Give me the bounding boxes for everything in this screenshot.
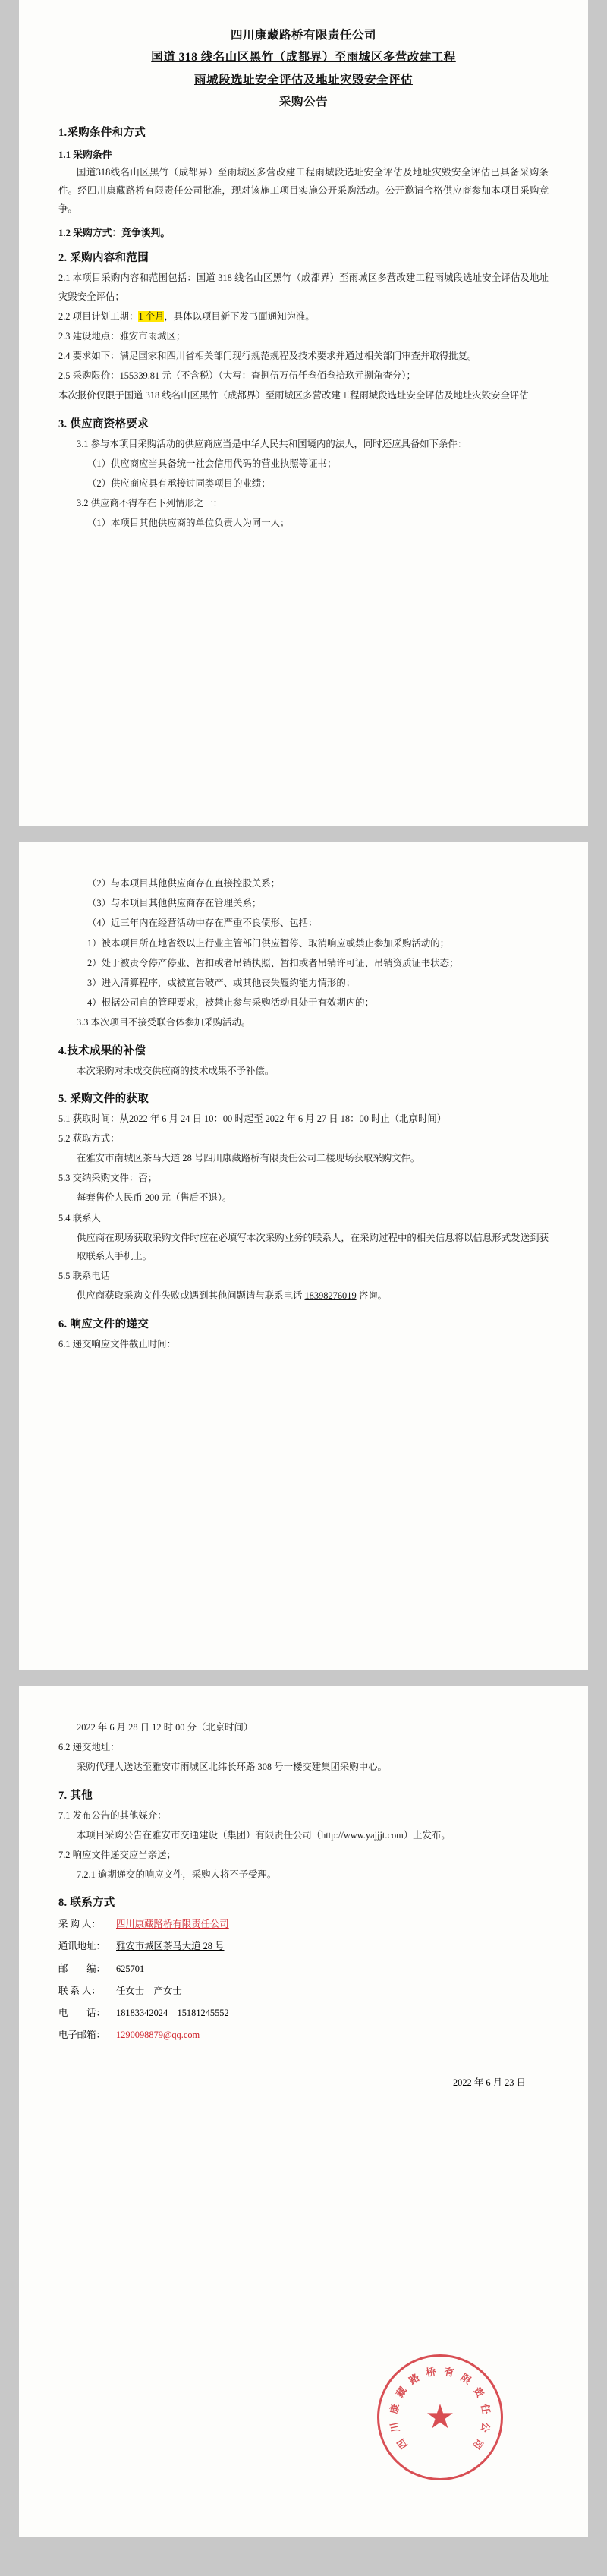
- publish-url-link[interactable]: http://www.yajjjt.com: [321, 1829, 404, 1841]
- section-3-heading: 3. 供应商资格要求: [58, 417, 149, 430]
- company-seal: [377, 2354, 503, 2480]
- section-5-heading: 5. 采购文件的获取: [58, 1092, 149, 1105]
- contact-value-purchaser: 四川康藏路桥有限责任公司: [116, 1919, 229, 1930]
- section-5-1-prefix: 5.1 获取时间：从: [58, 1113, 129, 1124]
- section-7-heading: 7. 其他: [58, 1789, 93, 1802]
- section-6-1-text: 6.1 递交响应文件截止时间：: [58, 1338, 176, 1349]
- section-3-1-1-text: （1）供应商应当具备统一社会信用代码的营业执照等证书；: [87, 458, 337, 469]
- section-1-1-heading: 1.1 采购条件: [58, 149, 112, 160]
- section-2-2-text: [58, 307, 549, 326]
- section-1-2-heading: 1.2 采购方式：竞争谈判。: [58, 228, 171, 239]
- contact-label-phone: 电 话：: [58, 2007, 105, 2018]
- section-3-2-3-text: （3）与本项目其他供应商存在管理关系；: [87, 898, 262, 909]
- contact-value-postcode: 625701: [116, 1963, 145, 1974]
- section-5-5-suffix: 咨询。: [356, 1290, 387, 1302]
- contact-value-email: 1290098879@qq.com: [116, 2030, 200, 2041]
- seal-character: 限: [458, 2371, 473, 2387]
- seal-character: 康: [388, 2403, 401, 2415]
- document-title-block: [58, 24, 549, 114]
- section-5-5-text: [58, 1286, 549, 1305]
- seal-character: 四: [395, 2436, 410, 2452]
- contact-row: [58, 1958, 549, 1980]
- seal-character: 责: [471, 2385, 486, 2400]
- section-2-heading: 2. 采购内容和范围: [58, 252, 149, 265]
- section-7-1-text: [58, 1826, 549, 1844]
- section-2-3-text: 2.3 建设地点：雅安市雨城区；: [58, 330, 186, 342]
- section-7-1-heading: 7.1 发布公告的其他媒介：: [58, 1809, 167, 1821]
- contact-label-person: 联 系 人：: [58, 1985, 101, 1996]
- page-2: [19, 842, 588, 1670]
- document-type-title: 采购公告: [278, 96, 328, 109]
- seal-character: 藏: [394, 2385, 409, 2400]
- section-2-4-text: 2.4 要求如下：满足国家和四川省相关部门现行规范规程及技术要求并通过相关部门审查并取得批复。: [58, 351, 477, 362]
- section-3-1-2-text: （2）供应商应具有承接过同类项目的业绩；: [87, 478, 271, 489]
- section-3-2-4-b-text: 2）处于被责令停产停业、暂扣或者吊销执照、暂扣或者吊销许可证、吊销资质证书状态；: [87, 957, 459, 968]
- page-1: [19, 0, 588, 826]
- section-5-4-heading: 5.4 联系人: [58, 1212, 101, 1223]
- contact-value-person: 任女士 产女士: [116, 1985, 182, 1996]
- section-1-heading: 1.采购条件和方式: [58, 126, 146, 139]
- section-5-2-text: 在雅安市南城区茶马大道 28 号四川康藏路桥有限责任公司二楼现场获取采购文件。: [77, 1153, 420, 1164]
- seal-character: 桥: [425, 2365, 437, 2379]
- section-7-1-prefix: 本项目采购公告在雅安市交通建设（集团）有限责任公司（: [77, 1829, 322, 1841]
- section-6-heading: 6. 响应文件的递交: [58, 1318, 149, 1331]
- contact-label-purchaser: 采 购 人：: [58, 1919, 101, 1930]
- section-3-2-4-a-text: 1）被本项目所在地省级以上行业主管部门供应暂停、取消响应或禁止参加采购活动的；: [87, 937, 450, 949]
- section-5-1-text: [58, 1110, 549, 1128]
- section-2-5-text-b: 本次报价仅限于国道 318 线名山区黑竹（成都界）至雨城区多营改建工程雨城段选址安全评估及地址灾毁安全评估: [58, 390, 529, 402]
- section-4-heading: 4.技术成果的补偿: [58, 1044, 146, 1057]
- seal-character: 公: [478, 2421, 492, 2433]
- seal-star-icon: ★: [425, 2398, 455, 2436]
- page-3: [19, 1686, 588, 2537]
- section-1-1-text: 国道318线名山区黑竹（成都界）至雨城区多营改建工程雨城段选址安全评估及地址灾毁安全评估已具备采购条件。经四川康藏路桥有限责任公司批准，现对该施工项目实施公开采购活动。公开邀请合格供应商参加本项目采购竞争。: [58, 166, 549, 215]
- section-7-2-1-text: 7.2.1 逾期递交的响应文件，采购人将不予受理。: [77, 1869, 277, 1881]
- section-3-1-text: 3.1 参与本项目采购活动的供应商应当是中华人民共和国境内的法人，同时还应具备如下条件：: [77, 438, 467, 449]
- section-7-1-suffix: ）上发布。: [403, 1829, 451, 1841]
- section-3-2-1-text: （1）本项目其他供应商的单位负责人为同一人；: [87, 518, 290, 529]
- section-5-3-text: 每套售价人民币 200 元（售后不退）。: [77, 1192, 232, 1204]
- section-6-2-text: [58, 1758, 549, 1776]
- section-8-heading: 8. 联系方式: [58, 1897, 115, 1910]
- section-3-2-4-text: （4）近三年内在经营活动中存在严重不良债形、包括：: [87, 918, 318, 929]
- section-3-2-2-text: （2）与本项目其他供应商存在直接控股关系；: [87, 878, 281, 889]
- contact-phone-inline: 18398276019: [304, 1290, 357, 1302]
- submission-deadline-value: 2022 年 6 月 28 日 12 时 00 分（北京时间）: [77, 1722, 253, 1733]
- contact-row: [58, 2024, 549, 2046]
- section-5-5-heading: 5.5 联系电话: [58, 1271, 111, 1282]
- section-2-1-text: 2.1 本项目采购内容和范围包括：国道 318 线名山区黑竹（成都界）至雨城区多营改建工程雨城段选址安全评估及地址灾毁安全评估；: [58, 272, 549, 302]
- section-5-3-heading: 5.3 交纳采购文件：否；: [58, 1173, 158, 1184]
- contact-value-phone: 18183342024 15181245552: [116, 2007, 229, 2018]
- project-title-line2: 雨城段选址安全评估及地址灾毁安全评估: [193, 73, 413, 87]
- section-2-5-text-a: 2.5 采购限价：155339.81 元（不含税）（大写：查捌伍万伍仟叁佰叁拾玖元捌角查分）；: [58, 370, 416, 382]
- section-6-2-heading: 6.2 递交地址：: [58, 1742, 120, 1753]
- contact-row: [58, 2002, 549, 2024]
- section-5-4-text: 供应商在现场获取采购文件时应在必填写本次采购业务的联系人，在采购过程中的相关信息将以信息形式发送到获取联系人手机上。: [77, 1232, 549, 1261]
- section-3-3-text: 3.3 本次项目不接受联合体参加采购活动。: [77, 1017, 251, 1028]
- contact-label-address: 通讯地址：: [58, 1941, 105, 1952]
- contact-value-address: 雅安市城区茶马大道 28 号: [116, 1941, 225, 1952]
- project-title-line1: 国道 318 线名山区黑竹（成都界）至雨城区多营改建工程: [151, 51, 456, 65]
- section-7-2-text: 7.2 响应文件递交应当亲送；: [58, 1849, 176, 1860]
- acquire-time-value: 2022 年 6 月 24 日 10：00 时起至 2022 年 6 月 27 日 18：00 时止（北京时间）: [128, 1113, 447, 1124]
- duration-highlight: 1 个月: [138, 310, 165, 322]
- contact-label-postcode: 邮 编：: [58, 1963, 105, 1974]
- section-3-2-text: 3.2 供应商不得存在下列情形之一：: [77, 498, 223, 509]
- section-6-2-prefix: 采购代理人送达至: [77, 1762, 153, 1773]
- submission-address: 雅安市雨城区北纬长环路 308 号一楼交建集团采购中心。: [152, 1762, 387, 1773]
- seal-character: 川: [388, 2421, 402, 2433]
- document-date: 2022 年 6 月 23 日: [452, 2077, 526, 2089]
- seal-character: 路: [407, 2371, 422, 2387]
- seal-character: 有: [443, 2365, 455, 2379]
- contact-row: [58, 1980, 549, 2002]
- seal-character: 任: [479, 2403, 492, 2415]
- section-5-5-prefix: 供应商获取采购文件失败或遇到其他问题请与联系电话: [77, 1290, 305, 1302]
- company-title: 四川康藏路桥有限责任公司: [230, 29, 376, 42]
- section-4-1-text: 本次采购对未成交供应商的技术成果不予补偿。: [77, 1065, 275, 1076]
- section-3-2-4-c-text: 3）进入清算程序，或被宣告破产、或其他丧失履约能力情形的；: [87, 977, 356, 988]
- section-3-2-4-d-text: 4）根据公司自的管理要求，被禁止参与采购活动且处于有效期内的；: [87, 997, 374, 1009]
- seal-character: 司: [470, 2436, 486, 2452]
- section-2-2-suffix: ，具体以项目新下发书面通知为准。: [164, 310, 315, 322]
- section-2-2-prefix: 2.2 项目计划工期：: [58, 310, 139, 322]
- seal-ring-text: [379, 2357, 501, 2478]
- contact-label-email: 电子邮箱：: [58, 2030, 105, 2041]
- contact-row: [58, 1935, 549, 1957]
- contact-row: [58, 1913, 549, 1935]
- section-5-2-heading: 5.2 获取方式：: [58, 1132, 120, 1144]
